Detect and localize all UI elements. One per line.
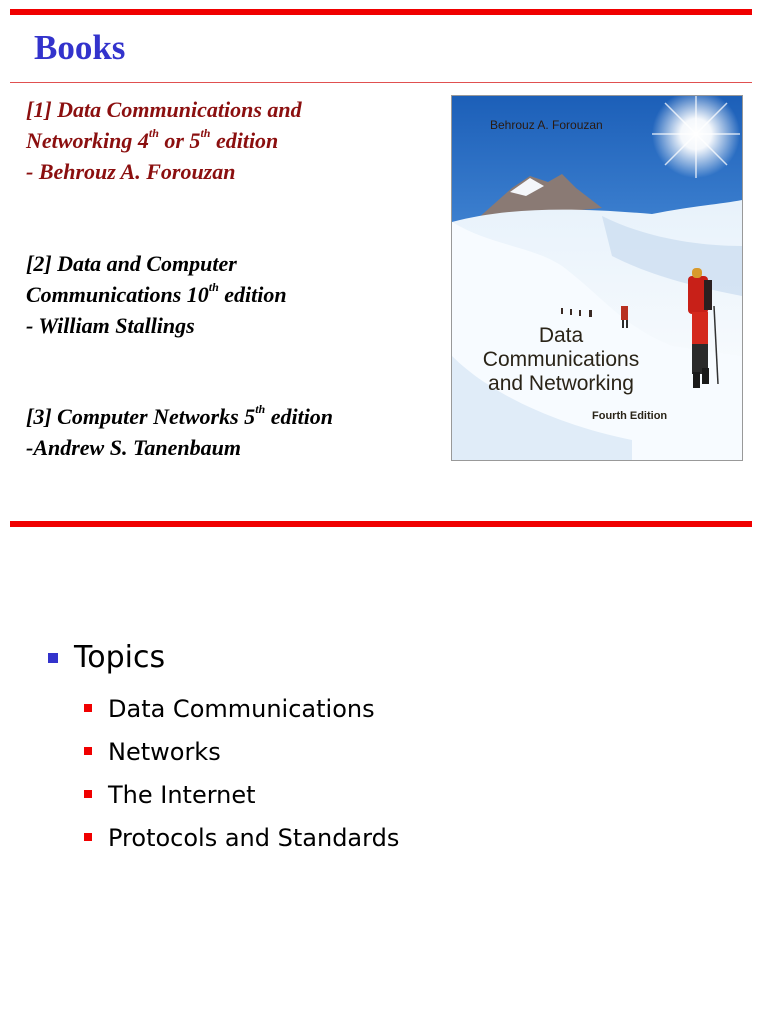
cover-illustration <box>452 96 742 460</box>
book-entry-3 <box>26 401 333 463</box>
book-entry-2 <box>26 248 287 341</box>
book-2-superscript: th <box>208 279 219 294</box>
cover-title-line-2: Communications <box>482 348 640 371</box>
book-3-author: -Andrew S. Tanenbaum <box>26 435 241 460</box>
book-3-line1-end: edition <box>265 404 334 429</box>
topics-heading-text: Topics <box>74 640 166 675</box>
cover-author: Behrouz A. Forouzan <box>490 118 603 132</box>
topics-heading <box>48 640 165 675</box>
book-1-title-line-1: [1] Data Communications and <box>26 97 302 122</box>
top-red-bar <box>10 9 752 15</box>
book-cover-image <box>452 96 742 460</box>
topic-item-label: Protocols and Standards <box>108 824 400 852</box>
topic-item <box>84 774 399 817</box>
book-2-title-line-1: [2] Data and Computer <box>26 251 237 276</box>
red-square-bullet-icon <box>84 704 92 712</box>
book-2-title-line-2 <box>26 279 287 310</box>
title-divider <box>10 82 752 83</box>
book-1-line2-mid: or 5 <box>158 128 201 153</box>
cover-title-line-1: Data <box>538 324 584 347</box>
book-1-superscript-1: th <box>148 125 159 140</box>
topic-item-label: Networks <box>108 738 221 766</box>
book-1-author: - Behrouz A. Forouzan <box>26 159 236 184</box>
cover-title-line-3: and Networking <box>488 372 634 395</box>
topic-item <box>84 731 399 774</box>
book-1-title-line-2 <box>26 125 302 156</box>
book-1-line2-text: Networking 4 <box>26 128 149 153</box>
book-1-superscript-2: th <box>200 125 211 140</box>
page-title: Books <box>34 28 126 67</box>
red-square-bullet-icon <box>84 790 92 798</box>
topic-item-label: The Internet <box>108 781 256 809</box>
book-2-author: - William Stallings <box>26 313 195 338</box>
book-entry-1 <box>26 94 302 187</box>
topic-item <box>84 688 399 731</box>
red-square-bullet-icon <box>84 747 92 755</box>
cover-edition: Fourth Edition <box>592 410 668 422</box>
book-2-line2-text: Communications 10 <box>26 282 209 307</box>
topic-item <box>84 817 399 860</box>
section-red-bar <box>10 521 752 527</box>
red-square-bullet-icon <box>84 833 92 841</box>
book-3-title-line <box>26 401 333 432</box>
book-1-line2-end: edition <box>210 128 279 153</box>
book-3-line1-text: [3] Computer Networks 5 <box>26 404 256 429</box>
topics-list <box>84 688 399 860</box>
cover-title <box>476 324 646 396</box>
book-3-superscript: th <box>255 401 266 416</box>
blue-square-bullet-icon <box>48 653 58 663</box>
topic-item-label: Data Communications <box>108 695 375 723</box>
book-2-line2-end: edition <box>218 282 287 307</box>
